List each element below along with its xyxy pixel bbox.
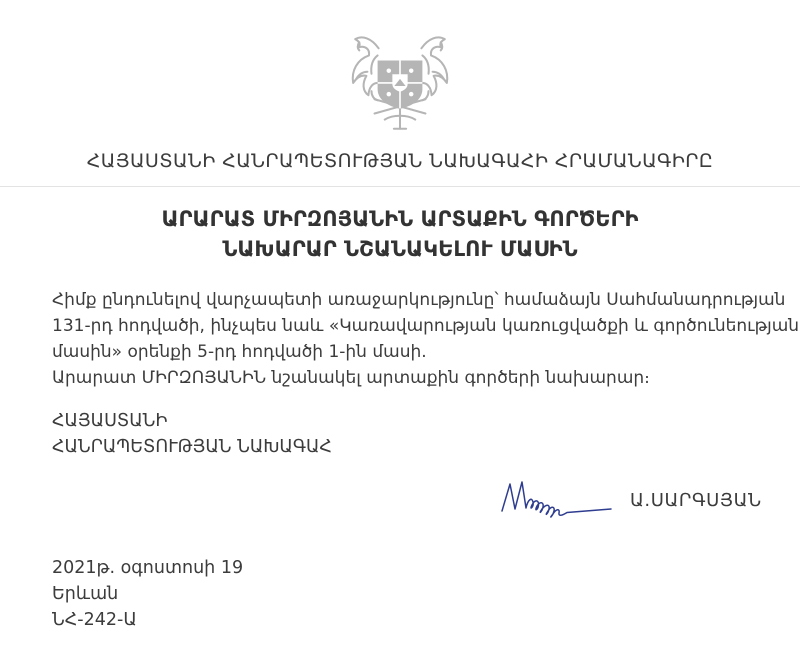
body-line-3: մասին» օրենքի 5-րդ հոդվածի 1-ին մասի. (52, 342, 427, 362)
document-title (0, 204, 800, 264)
handwritten-signature-icon (498, 478, 618, 522)
title-line-1: ԱՐԱՐԱՏ ՄԻՐԶՈՅԱՆԻՆ ԱՐՏԱՔԻՆ ԳՈՐԾԵՐԻ (161, 207, 639, 231)
document-header: ՀԱՅԱՍՏԱՆԻ ՀԱՆՐԱՊԵՏՈՒԹՅԱՆ ՆԱԽԱԳԱՀԻ ՀՐԱՄԱՆԱԳԻՐԸ (86, 150, 714, 172)
signer-title (52, 408, 332, 460)
document-city: Երևան (52, 584, 119, 604)
document-footer (52, 555, 243, 633)
emblem-container (0, 32, 800, 140)
body-line-4: Արարատ ՄԻՐԶՈՅԱՆԻՆ նշանակել արտաքին գործերի նախարար։ (52, 368, 650, 388)
signer-line-2: ՀԱՆՐԱՊԵՏՈՒԹՅԱՆ ՆԱԽԱԳԱՀ (52, 437, 332, 457)
signature-row (498, 478, 762, 522)
signature-name: Ա.ՍԱՐԳՍՅԱՆ (630, 489, 762, 511)
document-body (52, 287, 800, 391)
document-number: ՆՀ-242-Ա (52, 610, 137, 630)
signer-line-1: ՀԱՅԱՍՏԱՆԻ (52, 411, 168, 431)
body-line-1: Հիմք ընդունելով վարչապետի առաջարկությունը՝ համաձայն Սահմանադրության (52, 290, 786, 310)
armenia-coat-of-arms-icon (344, 32, 456, 140)
body-line-2: 131-րդ հոդվածի, ինչպես նաև «Կառավարության կառուցվածքի և գործունեության (52, 316, 800, 336)
document-date: 2021թ. օգոստոսի 19 (52, 558, 244, 578)
header-divider (0, 186, 800, 187)
title-line-2: ՆԱԽԱՐԱՐ ՆՇԱՆԱԿԵԼՈՒ ՄԱՍԻՆ (222, 237, 578, 261)
